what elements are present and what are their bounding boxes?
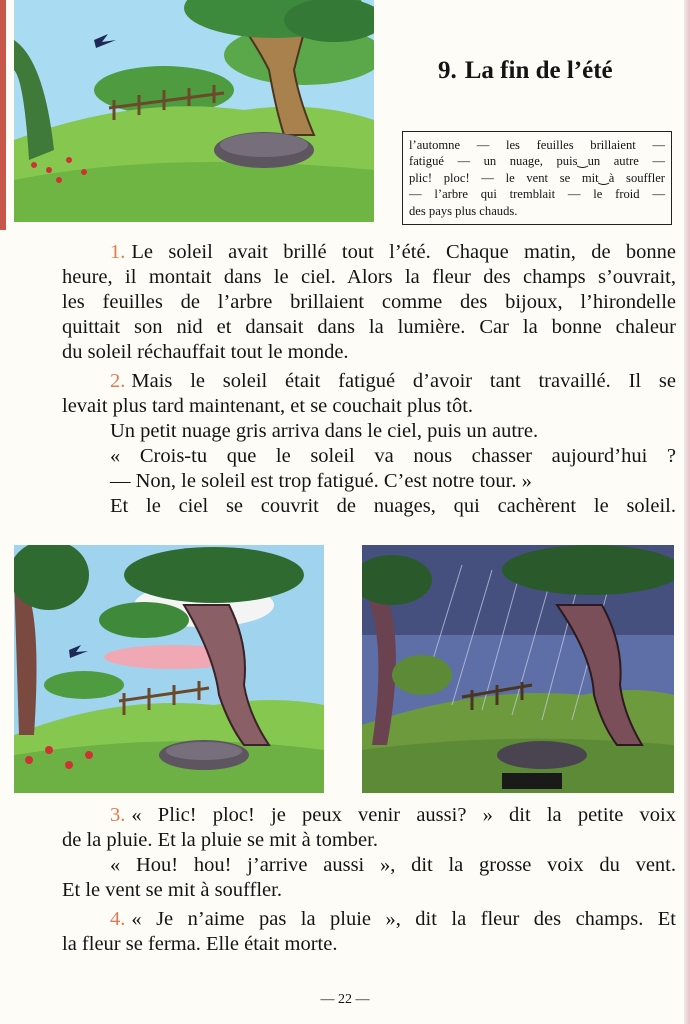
storm-illustration: [362, 545, 674, 793]
paragraph-line: la fleur se ferma. Elle était morte.: [62, 933, 338, 955]
paragraph-number: 2.: [110, 370, 126, 392]
summer-illustration: [14, 0, 374, 222]
vocabulary-line: des pays plus chauds.: [409, 203, 518, 218]
paragraph-line: les feuilles de l’arbre brillaient comme des bijoux, l’hirondelle: [62, 291, 676, 313]
paragraph-2: [62, 369, 676, 519]
paragraph-line: heure, il montait dans le ciel. Alors la fleur des champs s’ouvrait,: [62, 266, 676, 288]
text-block-bottom: [62, 803, 676, 961]
lesson-number: 9.: [438, 57, 457, 84]
paragraph-line: Un petit nuage gris arriva dans le ciel, puis un autre.: [110, 420, 539, 442]
paragraph-line: [62, 240, 676, 265]
page-right-edge: [684, 0, 690, 1024]
page-number: — 22 —: [320, 992, 370, 1007]
paragraph-line: « Hou! hou! j’arrive aussi », dit la grosse voix du vent.: [110, 854, 676, 876]
paragraph-text: « Je n’aime pas la pluie », dit la fleur des champs. Et: [131, 908, 676, 930]
page-edge-strip: [0, 0, 6, 230]
paragraph-number: 3.: [110, 804, 126, 826]
paragraph-text: Le soleil avait brillé tout l’été. Chaque matin, de bonne: [131, 241, 676, 263]
paragraph-line: « Crois-tu que le soleil va nous chasser aujourd’hui ?: [110, 445, 676, 467]
paragraph-line: Et le vent se mit à souffler.: [62, 879, 282, 901]
paragraph-line: du soleil réchauffait tout le monde.: [62, 341, 349, 363]
vocabulary-line: — l’arbre qui tremblait — le froid —: [409, 187, 665, 202]
paragraph-line: [62, 369, 676, 394]
paragraph-text: « Plic! ploc! je peux venir aussi? » dit la petite voix: [131, 804, 676, 826]
paragraph-line: [62, 803, 676, 828]
paragraph-text: Mais le soleil était fatigué d’avoir tant travaillé. Il se: [131, 370, 676, 392]
lesson-title-text: La fin de l’été: [464, 57, 613, 84]
paragraph-3: [62, 803, 676, 903]
vocabulary-line: fatigué — un nuage, puis‿un autre —: [409, 154, 665, 169]
paragraph-4: [62, 907, 676, 957]
paragraph-number: 4.: [110, 908, 126, 930]
paragraph-1: [62, 240, 676, 365]
vocabulary-box: [402, 131, 672, 225]
paragraph-line: quittait son nid et dansait dans la lumière. Car la bonne chaleur: [62, 316, 676, 338]
clouds-illustration: [14, 545, 324, 793]
paragraph-line: [62, 907, 676, 932]
paragraph-line: — Non, le soleil est trop fatigué. C’est notre tour. »: [110, 470, 532, 492]
paragraph-line: Et le ciel se couvrit de nuages, qui cachèrent le soleil.: [110, 495, 676, 517]
lesson-title: [400, 57, 680, 85]
vocabulary-line: plic! ploc! — le vent se mit‿à souffler: [409, 170, 665, 185]
vocabulary-line: l’automne — les feuilles brillaient —: [409, 138, 665, 152]
paragraph-line: levait plus tard maintenant, et se couchait plus tôt.: [62, 395, 474, 417]
paragraph-number: 1.: [110, 241, 126, 263]
paragraph-line: de la pluie. Et la pluie se mit à tomber.: [62, 829, 378, 851]
text-block-top: [62, 240, 676, 523]
